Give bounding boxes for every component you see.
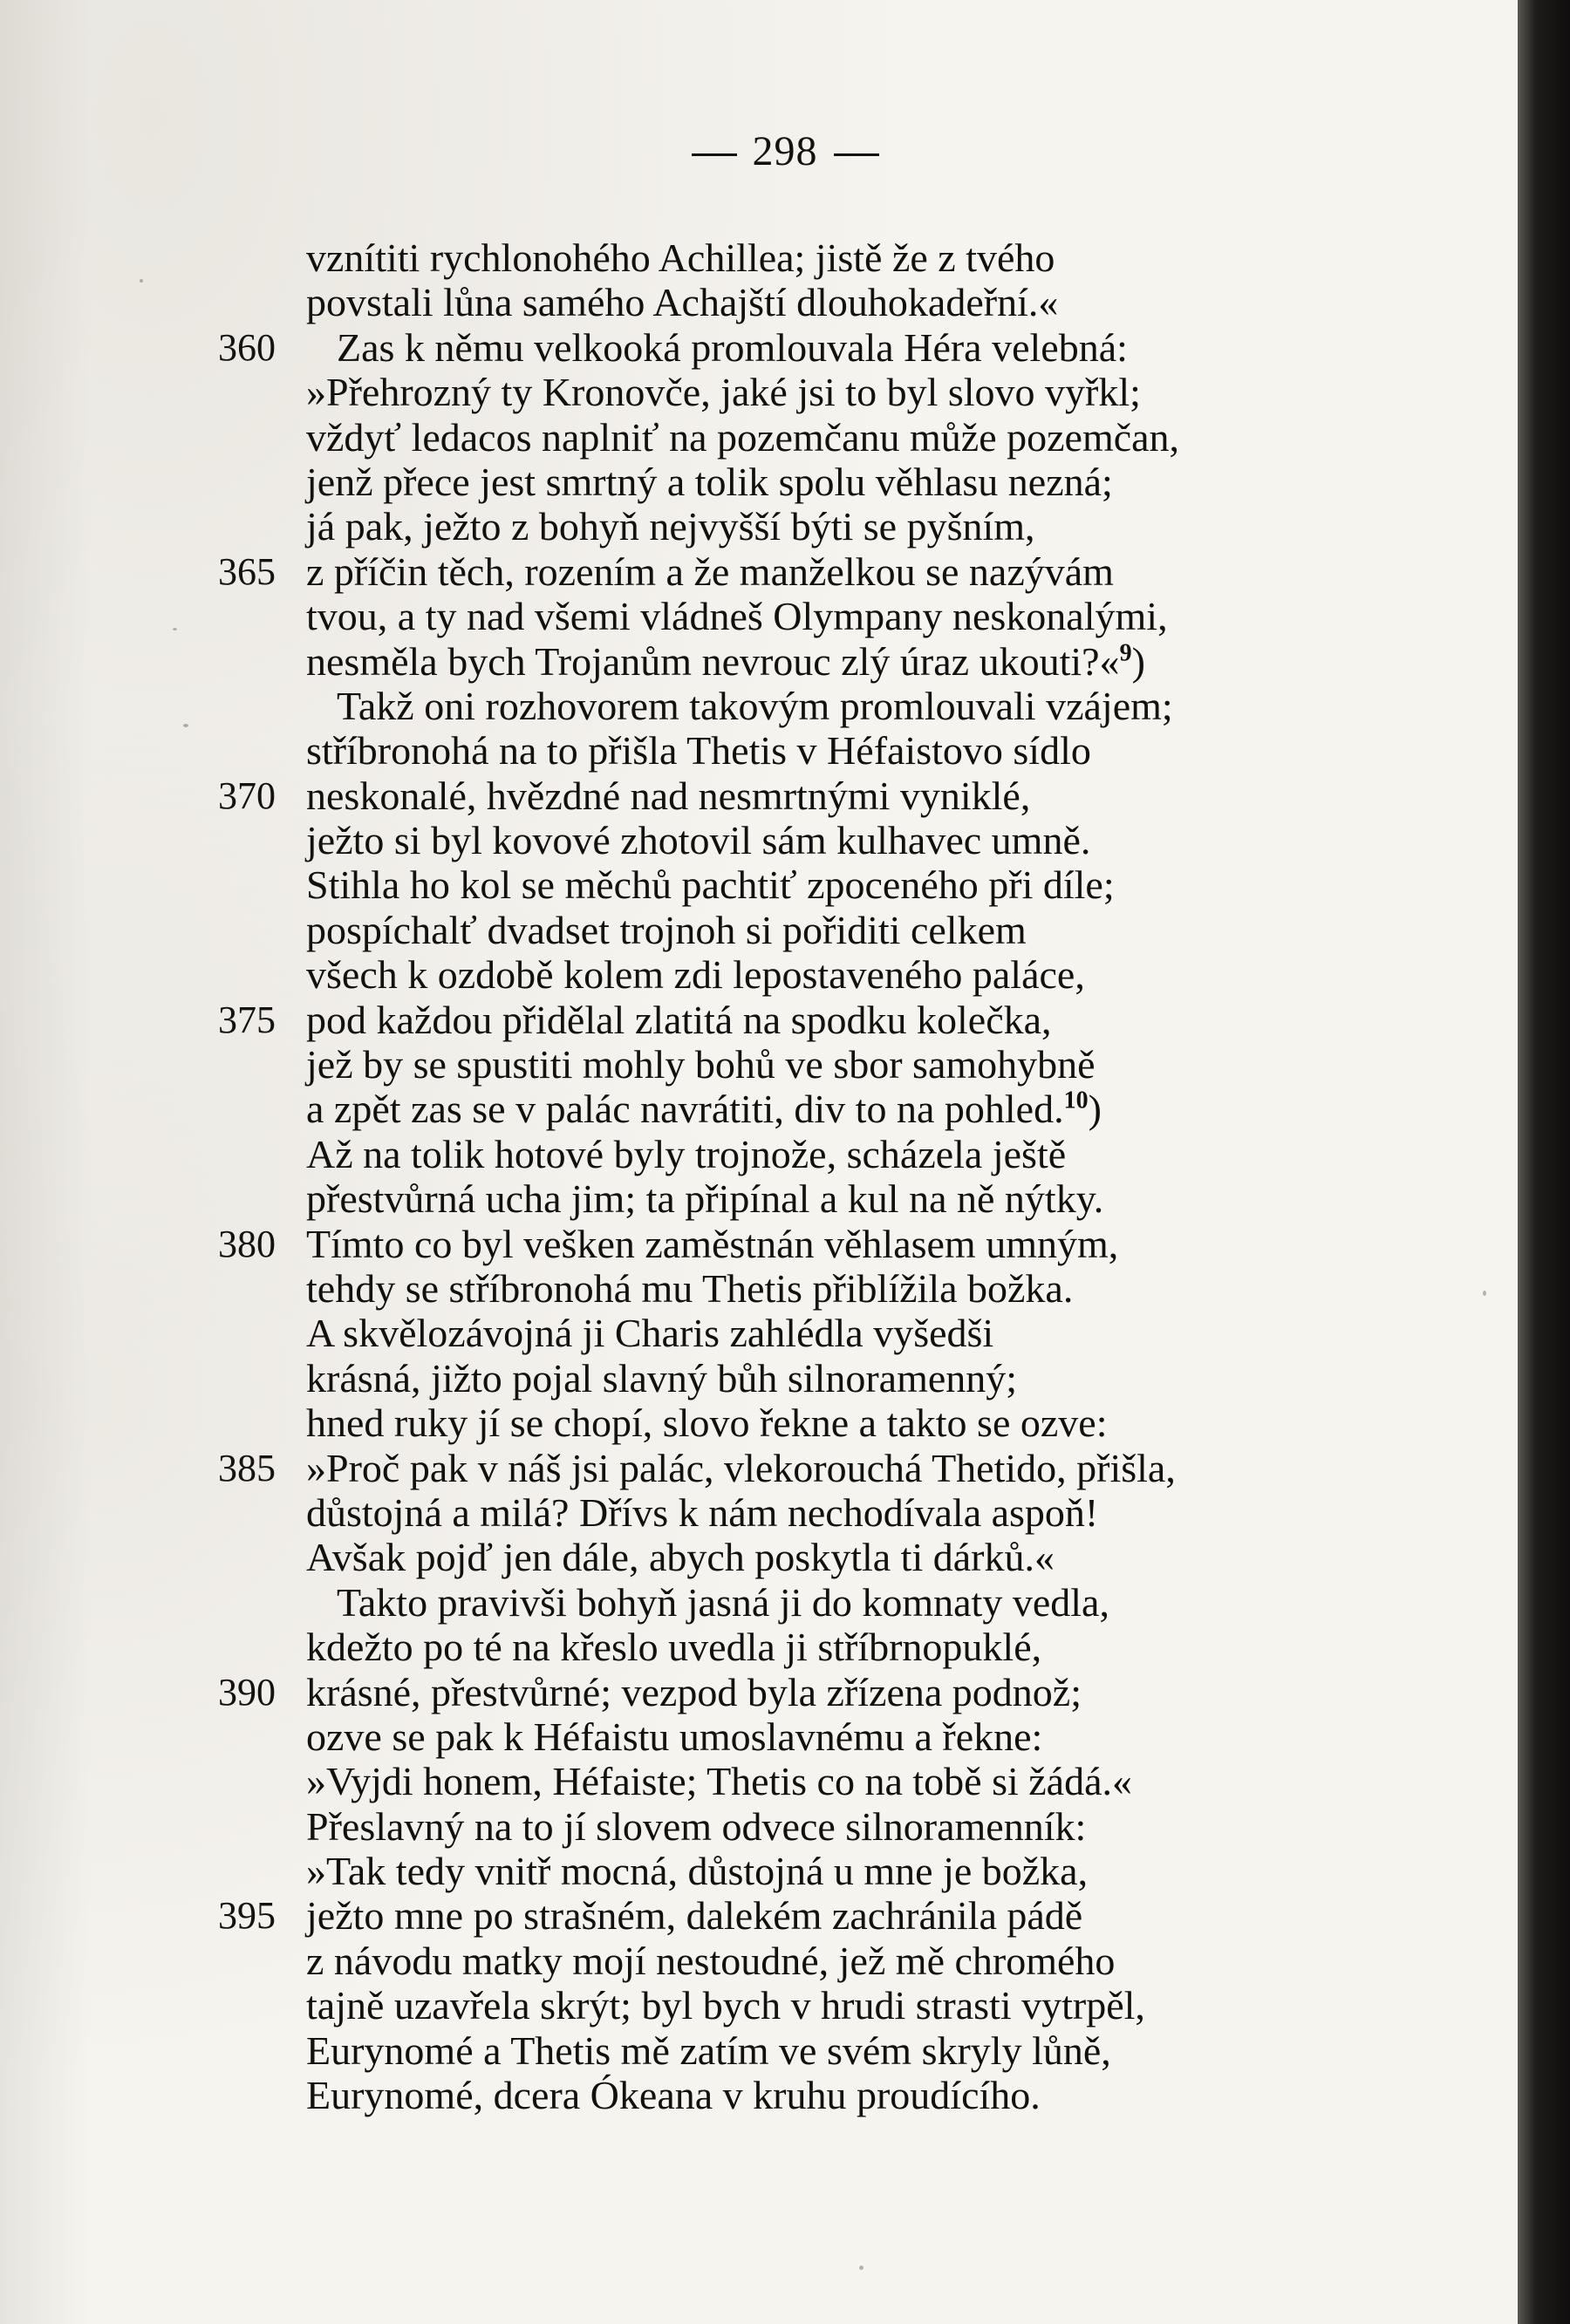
verse-text: »Přehrozný ty Kronovče, jaké jsi to byl slovo vyřkl; (306, 370, 1141, 415)
verse-line (218, 280, 1404, 324)
verse-line (218, 1893, 1404, 1938)
verse-text: »Tak tedy vnitř mocná, důstojná u mne je božka, (306, 1849, 1089, 1894)
verse-text: jenž přece jest smrtný a tolik spolu věhlasu nezná; (306, 459, 1113, 504)
verse-line (218, 1714, 1404, 1759)
verse-line (218, 1849, 1404, 1893)
paper-speck (1483, 1291, 1486, 1296)
line-number: 385 (218, 1446, 276, 1489)
verse-line (218, 1087, 1404, 1131)
verse-text-block (218, 235, 1404, 2117)
line-number: 395 (218, 1894, 276, 1938)
verse-line (218, 594, 1404, 638)
verse-text: Eurynomé a Thetis mě zatím ve svém skryly lůně, (306, 2028, 1111, 2073)
verse-text: krásné, přestvůrné; vezpod byla zřízena podnož; (306, 1669, 1082, 1714)
verse-text: povstali lůna samého Achajští dlouhokadeřní.« (306, 280, 1059, 325)
verse-line (218, 2073, 1404, 2117)
verse-line (218, 908, 1404, 952)
verse-line (218, 1446, 1404, 1490)
verse-line (218, 1804, 1404, 1849)
verse-text: A skvělozávojná ji Charis zahlédla vyšedši (306, 1311, 994, 1356)
verse-text: důstojná a milá? Dřívs k nám nechodívala aspoň! (306, 1489, 1099, 1535)
verse-line (218, 1759, 1404, 1803)
verse-text: ježto si byl kovové zhotovil sám kulhavec umně. (306, 818, 1091, 863)
verse-text: Až na tolik hotové byly trojnože, scházela ještě (306, 1131, 1067, 1176)
verse-text: kdežto po té na křeslo uvedla ji stříbrnopuklé, (306, 1625, 1042, 1670)
verse-text: pod každou přidělal zlatitá na spodku kolečka, (306, 997, 1052, 1042)
verse-line (218, 818, 1404, 862)
page-number (0, 127, 1570, 175)
verse-line (218, 1266, 1404, 1311)
verse-line (218, 1580, 1404, 1625)
paper-speck (859, 2266, 864, 2270)
verse-text: Eurynomé, dcera Ókeana v kruhu proudícího. (306, 2073, 1041, 2118)
verse-text: ježto mne po strašném, dalekém zachránila pádě (306, 1893, 1083, 1939)
page-number-right-dash (834, 153, 879, 156)
verse-text: ozve se pak k Héfaistu umoslavnému a řekne: (306, 1714, 1043, 1759)
verse-line (218, 235, 1404, 280)
verse-line (218, 504, 1404, 549)
verse-text: Takž oni rozhovorem takovým promlouvali vzájem; (337, 683, 1173, 728)
verse-text: hned ruky jí se chopí, slovo řekne a takto se ozve: (306, 1401, 1108, 1446)
verse-line (218, 862, 1404, 907)
verse-line (218, 1222, 1404, 1266)
footnote-marker: 10 (1063, 1087, 1089, 1115)
line-number: 380 (218, 1222, 276, 1265)
verse-text: vždyť ledacos naplniť na pozemčanu může pozemčan, (306, 414, 1180, 460)
verse-text: jež by se spustiti mohly bohů ve sbor samohybně (306, 1042, 1096, 1087)
verse-text: Stihla ho kol se měchů pachtiť zpoceného při díle; (306, 862, 1115, 908)
verse-line (218, 1535, 1404, 1579)
verse-line (218, 1311, 1404, 1355)
verse-text: stříbronohá na to přišla Thetis v Héfaistovo sídlo (306, 728, 1091, 774)
verse-text: Avšak pojď jen dále, abych poskytla ti dárků.« (306, 1535, 1055, 1580)
paper-speck (183, 724, 188, 727)
verse-text: vznítiti rychlonohého Achillea; jistě že z tvého (306, 235, 1055, 280)
verse-line (218, 1132, 1404, 1176)
line-number: 365 (218, 549, 276, 593)
verse-text: krásná, jižto pojal slavný bůh silnoramenný; (306, 1355, 1018, 1401)
verse-text: pospíchalť dvadset trojnoh si pořiditi celkem (306, 907, 1027, 952)
verse-text: Přeslavný na to jí slovem odvece silnoramenník: (306, 1803, 1087, 1849)
verse-line (218, 1401, 1404, 1445)
verse-line (218, 1983, 1404, 2028)
verse-text: já pak, ježto z bohyň nejvyšší býti se pyšním, (306, 504, 1035, 549)
verse-line (218, 639, 1404, 684)
verse-text: všech k ozdobě kolem zdi lepostaveného paláce, (306, 952, 1085, 998)
verse-text: tehdy se stříbronohá mu Thetis přiblížila božka. (306, 1265, 1074, 1311)
verse-line (218, 549, 1404, 594)
verse-text: z příčin těch, rozením a že manželkou se nazývám (306, 549, 1114, 594)
verse-text: Tímto co byl vešken zaměstnán věhlasem umným, (306, 1221, 1119, 1266)
verse-line (218, 370, 1404, 414)
line-number: 360 (218, 325, 276, 369)
verse-text: z návodu matky mojí nestoudné, jež mě chromého (306, 1938, 1116, 1983)
verse-text: »Vyjdi honem, Héfaiste; Thetis co na tobě si žádá.« (306, 1759, 1133, 1804)
verse-line (218, 952, 1404, 997)
verse-text: nesměla bych Trojanům nevrouc zlý úraz ukouti?«$^9$) (306, 638, 1145, 684)
verse-text: neskonalé, hvězdné nad nesmrtnými vyniklé, (306, 773, 1031, 818)
line-number: 375 (218, 998, 276, 1041)
verse-line (218, 1176, 1404, 1221)
verse-line (218, 1670, 1404, 1714)
verse-line (218, 1042, 1404, 1087)
verse-text: »Proč pak v náš jsi palác, vlekorouchá Thetido, přišla, (306, 1445, 1176, 1490)
verse-text: tajně uzavřela skrýt; byl bych v hrudi strasti vytrpěl, (306, 1983, 1145, 2028)
verse-line (218, 2028, 1404, 2073)
page-number-value: 298 (752, 128, 818, 174)
verse-line (218, 1356, 1404, 1401)
verse-line (218, 460, 1404, 504)
paper-speck (173, 628, 177, 630)
page-number-left-dash (692, 153, 737, 156)
verse-text: Zas k němu velkooká promlouvala Héra velebná: (337, 324, 1128, 370)
verse-line (218, 1490, 1404, 1535)
verse-line (218, 1625, 1404, 1669)
verse-line (218, 325, 1404, 370)
verse-line (218, 684, 1404, 728)
line-number: 370 (218, 774, 276, 817)
book-edge-shadow (1518, 0, 1570, 2324)
verse-line (218, 415, 1404, 460)
verse-line (218, 774, 1404, 818)
verse-line (218, 998, 1404, 1042)
verse-text: tvou, a ty nad všemi vládneš Olympany neskonalými, (306, 594, 1168, 639)
paper-speck (140, 279, 143, 283)
verse-line (218, 1939, 1404, 1983)
verse-text: Takto pravivši bohyň jasná ji do komnaty vedla, (337, 1579, 1109, 1625)
verse-text: přestvůrná ucha jim; ta připínal a kul na ně nýtky. (306, 1176, 1104, 1222)
verse-text: a zpět zas se v palác navrátiti, div to na pohled.$^{10}$) (306, 1087, 1102, 1132)
verse-line (218, 728, 1404, 773)
footnote-marker: 9 (1119, 639, 1132, 667)
line-number: 390 (218, 1670, 276, 1714)
